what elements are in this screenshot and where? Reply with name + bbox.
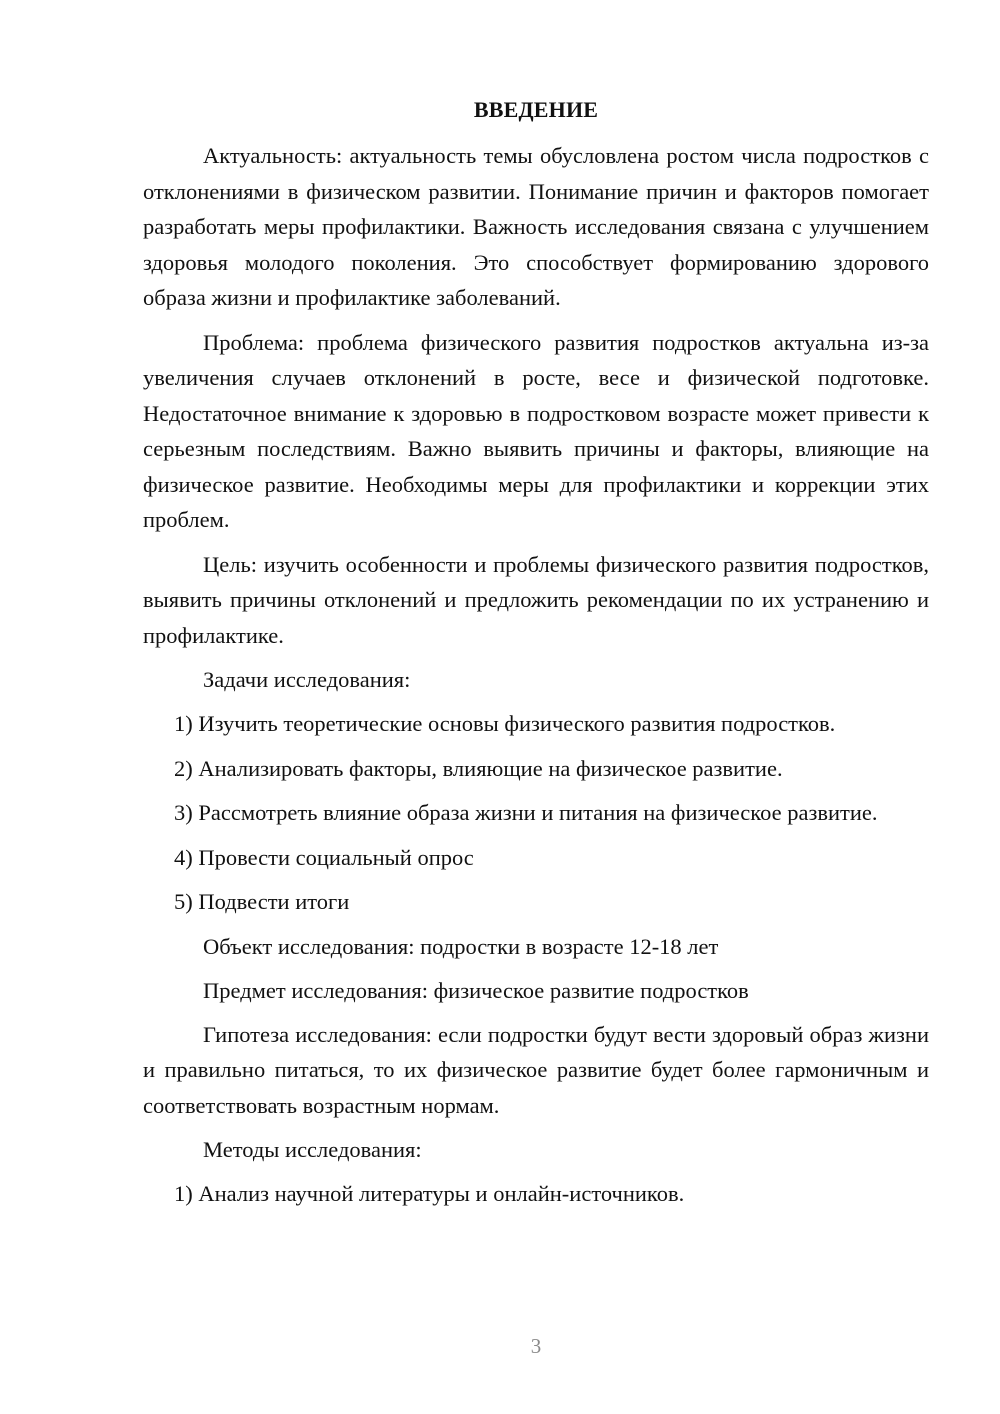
- task-item-4: 4) Провести социальный опрос: [174, 844, 474, 870]
- relevance-paragraph: Актуальность: актуальность темы обусловлена ростом числа подростков с отклонениями в физическом развитии. Понимание причин и факторов помогает разработать меры профилактики. Важность исследования связана с улучшением здоровья молодого поколения. Это способствует формированию здорового образа жизни и профилактике заболеваний.: [143, 143, 929, 310]
- section-title: ВВЕДЕНИЕ: [473, 97, 599, 122]
- page-number: 3: [530, 1334, 542, 1358]
- task-item-1: 1) Изучить теоретические основы физического развития подростков.: [174, 711, 836, 736]
- page-content: [143, 94, 929, 1221]
- research-subject: Предмет исследования: физическое развитие подростков: [203, 977, 749, 1003]
- task-item-5: 5) Подвести итоги: [174, 889, 350, 914]
- tasks-heading: Задачи исследования:: [203, 667, 411, 692]
- methods-heading: Методы исследования:: [203, 1137, 422, 1162]
- problem-paragraph: Проблема: проблема физического развития подростков актуальна из-за увеличения случаев отклонений в росте, весе и физической подготовке. Недостаточное внимание к здоровью в подростковом возрасте может привести к серьезным последствиям. Важно выявить причины и факторы, влияющие на физическое развитие. Необходимы меры для профилактики и коррекции этих проблем.: [143, 329, 929, 532]
- research-hypothesis: Гипотеза исследования: если подростки будут вести здоровый образ жизни и правильно питаться, то их физическое развитие будет более гармоничным и соответствовать возрастным нормам.: [143, 1021, 929, 1118]
- task-item-3: 3) Рассмотреть влияние образа жизни и питания на физическое развитие.: [174, 800, 878, 825]
- research-object: Объект исследования: подростки в возрасте 12-18 лет: [203, 933, 719, 959]
- goal-paragraph: Цель: изучить особенности и проблемы физического развития подростков, выявить причины отклонений и предложить рекомендации по их устранению и профилактике.: [143, 551, 929, 648]
- method-item-1: 1) Анализ научной литературы и онлайн-источников.: [174, 1181, 685, 1206]
- task-item-2: 2) Анализировать факторы, влияющие на физическое развитие.: [174, 755, 783, 781]
